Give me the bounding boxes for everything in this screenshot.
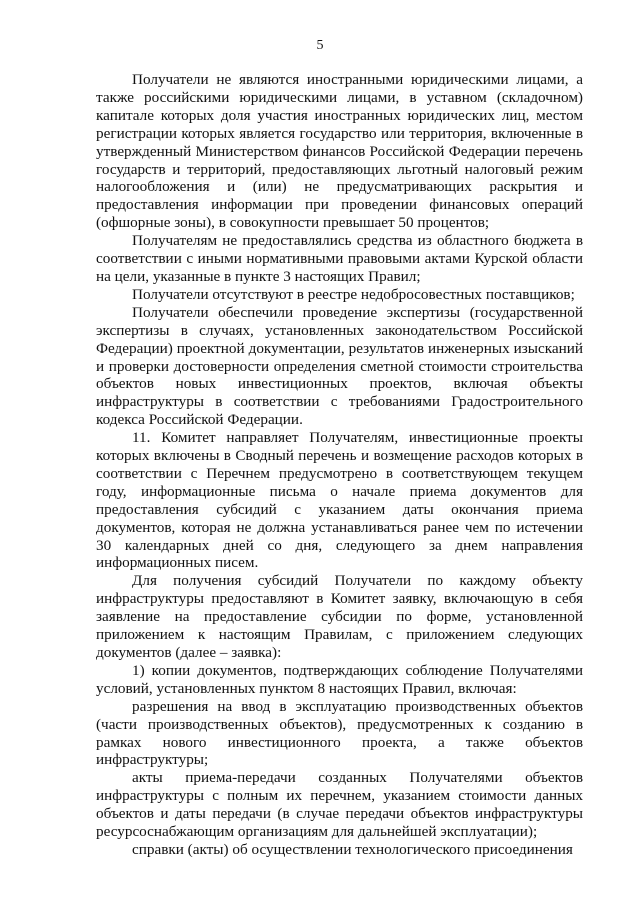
paragraph-acceptance-acts: акты приема-передачи созданных Получателями объектов инфраструктуры с полным их перечнем, указанием стоимости данных объектов и даты передачи (в случае передачи объектов инфраструктуры ресурсоснабжающим организациям для дальнейшей эксплуатации); [96, 769, 583, 841]
paragraph-permits: разрешения на ввод в эксплуатацию производственных объектов (части производственных объектов), предусмотренных к созданию в рамках нового инвестиционного проекта, а также объектов инфраструктуры; [96, 697, 583, 769]
paragraph-no-budget-funds: Получателям не предоставлялись средства из областного бюджета в соответствии с иными нормативными правовыми актами Курской области на цели, указанные в пункте 3 настоящих Правил; [96, 232, 583, 285]
paragraph-not-in-registry: Получатели отсутствуют в реестре недобросовестных поставщиков; [132, 285, 575, 303]
paragraph-expertise: Получатели обеспечили проведение экспертизы (государственной экспертизы в случаях, установленных законодательством Российской Федерации) проектной документации, результатов инженерных изысканий и проверки достоверности определения сметной стоимости строительства объектов новых инвестиционных проектов, включая объекты инфраструктуры в соответствии с требованиями Градостроительного кодекса Российской Федерации. [96, 303, 583, 429]
paragraph-item-1: 1) копии документов, подтверждающих соблюдение Получателями условий, установленных пунктом 8 настоящих Правил, включая: [96, 661, 583, 697]
paragraph-connection-certificates: справки (акты) об осуществлении технологического присоединения [132, 840, 573, 858]
paragraph-section-11: 11. Комитет направляет Получателям, инвестиционные проекты которых включены в Сводный перечень и возмещение расходов которых в соответствии с Перечнем предусмотрено в соответствующем текущем году, информационные письма о начале приема документов для предоставления субсидий с указанием даты окончания приема документов, которая не должна устанавливаться ранее чем по истечении 30 календарных дней со дня, следующего за днем направления информационных писем. [96, 429, 583, 572]
paragraph-application: Для получения субсидий Получатели по каждому объекту инфраструктуры предоставляют в Комитет заявку, включающую в себя заявление на предоставление субсидии по форме, установленной приложением к настоящим Правилам, с приложением следующих документов (далее – заявка): [96, 572, 583, 661]
document-body [96, 71, 583, 859]
paragraph-not-foreign-entities: Получатели не являются иностранными юридическими лицами, а также российскими юридическими лицами, в уставном (складочном) капитале которых доля участия иностранных юридических лиц, местом регистрации которых является государство или территория, включенные в утвержденный Министерством финансов Российской Федерации перечень государств и территорий, предоставляющих льготный налоговый режим налогообложения и (или) не предусматривающих раскрытия и предоставления информации при проведении финансовых операций (офшорные зоны), в совокупности превышает 50 процентов; [96, 71, 583, 232]
page-number: 5 [316, 38, 324, 53]
